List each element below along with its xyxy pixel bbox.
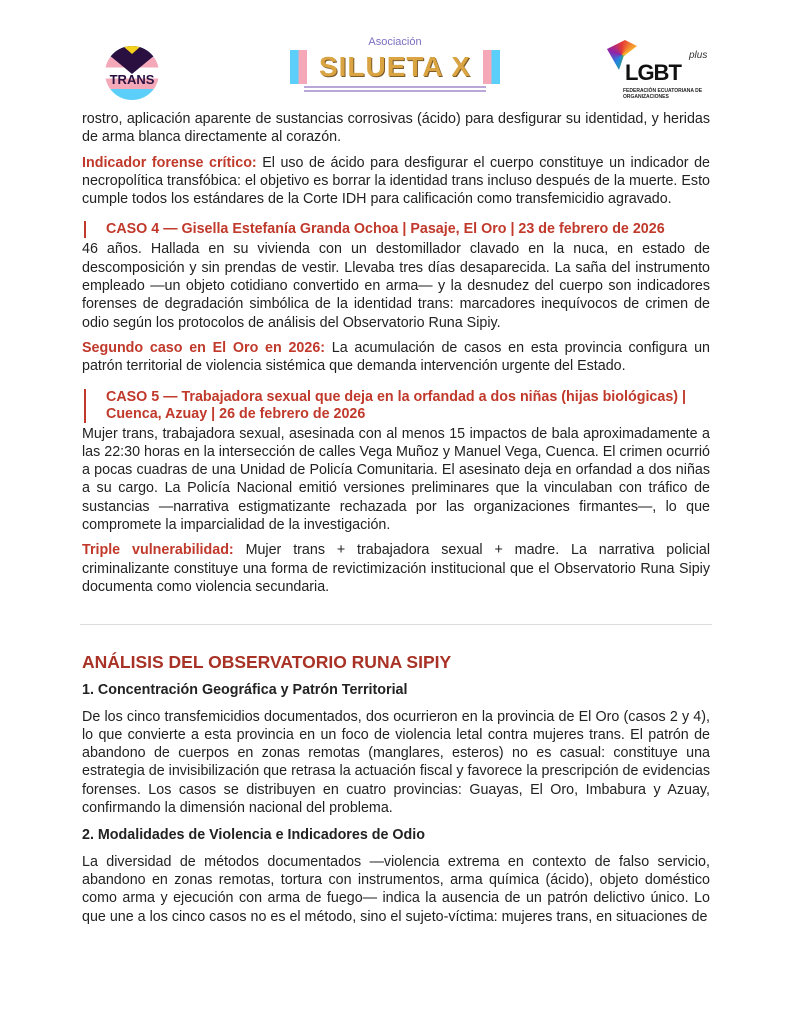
- subsection-2-body: La diversidad de métodos documentados —violencia extrema en contexto de falso servicio, abandono en zonas remotas, tortura con instrumentos, arma química (ácido), objeto doméstico como arma y ejecución con arma de fuego— indica la ausencia de un patrón delictivo único. Lo que une a los cinco casos no es el método, sino el sujeto-víctima: mujeres trans, en situaciones de: [82, 853, 710, 925]
- case-5-title: CASO 5 — Trabajadora sexual que deja en la orfandad a dos niñas (hijas biológicas) | Cuenca, Azuay | 26 de febrero de 2026: [84, 389, 710, 423]
- trans-logo: TRANS: [105, 46, 159, 100]
- case-4-title: CASO 4 — Gisella Estefanía Granda Ochoa | Pasaje, El Oro | 23 de febrero de 2026: [84, 221, 710, 238]
- forensic-indicator-note: Indicador forense crítico: El uso de ácido para desfigurar el cuerpo constituye un indicador de necropolítica transfóbica: el objetivo es borrar la identidad trans incluso después de la muerte. Esto cumple todos los estándares de la Corte IDH para calificación como transfemicidio agravado.: [82, 154, 710, 208]
- document-body: [82, 110, 710, 926]
- section-heading: ANÁLISIS DEL OBSERVATORIO RUNA SIPIY: [82, 652, 452, 673]
- case-4-note: Segundo caso en El Oro en 2026: La acumulación de casos en esta provincia configura un patrón territorial de violencia sistémica que demanda intervención urgente del Estado.: [82, 339, 710, 375]
- lgbt-federation-logo: LGBT plus FEDERACIÓN ECUATORIANA DE ORGANIZACIONES: [603, 40, 713, 106]
- case-5-note: Triple vulnerabilidad: Mujer trans + trabajadora sexual + madre. La narrativa policial criminalizante constituye una forma de revictimización institucional que el Observatorio Runa Sipiy documenta como violencia secundaria.: [82, 542, 711, 595]
- paragraph: rostro, aplicación aparente de sustancias corrosivas (ácido) para desfigurar su identidad, y heridas de arma blanca directamente al corazón.: [82, 111, 710, 146]
- subsection-2-title: 2. Modalidades de Violencia e Indicadores de Odio: [82, 827, 425, 844]
- subsection-1-title: 1. Concentración Geográfica y Patrón Territorial: [82, 682, 408, 699]
- page-header: [0, 36, 791, 106]
- subsection-1-body: De los cinco transfemicidios documentados, dos ocurrieron en la provincia de El Oro (casos 2 y 4), lo que convierte a esta provincia en un foco de violencia letal contra mujeres trans. El patrón de abandono de cuerpos en zonas remotas (manglares, esteros) no es casual: constituye una estrategia de invisibilización que retrasa la actuación fiscal y favorece la prescripción de evidencias forenses. Los casos se distribuyen en cuatro provincias: Guayas, El Oro, Imbabura y Azuay, confirmando la dimensión nacional del problema.: [82, 708, 710, 817]
- case-4-body: 46 años. Hallada en su vivienda con un destomillador clavado en la nuca, en estado de descomposición y sin prendas de vestir. Llevaba tres días desaparecida. La saña del instrumento empleado —un objeto cotidiano convertido en arma— y la desnudez del cuerpo son indicadores forenses de degradación simbólica de la identidad trans: marcadores inequívocos de crimen de odio según los protocolos de análisis del Observatorio Runa Sipiy.: [82, 241, 710, 331]
- section-divider: [80, 624, 712, 625]
- silueta-x-logo: Asociación SILUETA X: [290, 36, 500, 94]
- case-5-body: Mujer trans, trabajadora sexual, asesinada con al menos 15 impactos de bala aproximadamente a las 22:30 horas en la intersección de calles Vega Muñoz y Manuel Vega, Cuenca. El crimen ocurrió a pocas cuadras de una Unidad de Policía Comunitaria. El asesinato deja en orfandad a dos niñas a su cargo. La Policía Nacional emitió versiones preliminares que la vinculaban con tráfico de sustancias —narrativa estigmatizante rechazada por las organizaciones firmantes—, lo que compromete la imparcialidad de la investigación.: [82, 425, 710, 534]
